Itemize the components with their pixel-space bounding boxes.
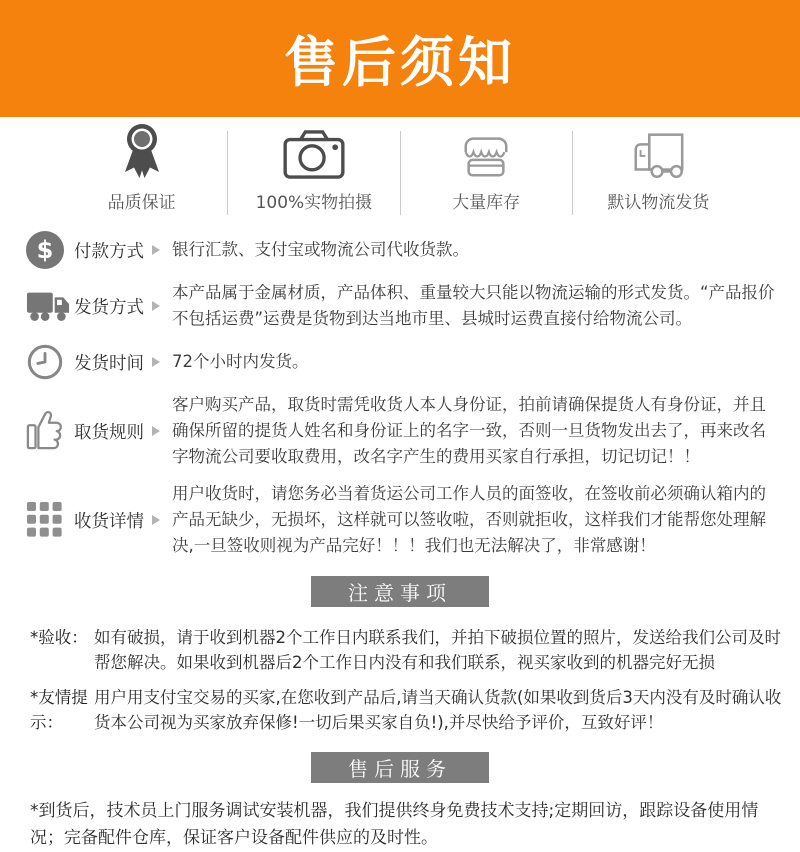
note-text: 用户用支付宝交易的买家,在您收到产品后,请当天确认货款(如果收到货后3天内没有及时确认收货本公司视为买家放弃保修!一切后果买家自负!),并尽快给予评价，互致好评！ — [94, 688, 782, 732]
policy-row-pickup-rules — [26, 392, 780, 470]
feature-shipping — [573, 131, 744, 215]
policy-text: 用户收货时，请您务必当着货运公司工作人员的面签收，在签收前必须确认箱内的产品无缺少，无损坏，这样就可以签收啦，否则就拒收，这样我们才能帮您处理解决,一旦签收则视为产品完好！！！我们也无法解决了，非常感谢！ — [172, 484, 766, 555]
note-label: *友情提示： — [30, 688, 88, 732]
policy-row-receiving-details — [26, 481, 780, 559]
dollar-glyph: $ — [26, 231, 64, 269]
delivery-truck-icon — [628, 131, 688, 179]
policy-row-shipping-time — [26, 343, 780, 381]
policy-row-payment — [26, 231, 780, 269]
feature-quality — [56, 131, 228, 215]
policy-label: 取货规则 — [74, 422, 144, 443]
grid-dots-icon — [26, 501, 74, 539]
feature-real-photos — [228, 131, 400, 215]
page-title: 售后须知 — [284, 31, 516, 94]
medal-icon — [120, 123, 164, 179]
features-row — [0, 117, 800, 215]
truck-solid-icon — [26, 289, 74, 323]
feature-label: 大量库存 — [452, 193, 521, 213]
clock-icon — [26, 343, 74, 381]
note-acceptance — [30, 625, 788, 675]
policy-text: 客户购买产品，取货时需凭收货人本人身份证，拍前请确保提货人有身份证，并且确保所留的提货人姓名和身份证上的名字一致，否则一旦货物发出去了，再来改名字物流公司要收取费用，改名字产生的费用买家自行承担，切记切记！！ — [172, 395, 766, 466]
arrow-right-icon — [152, 245, 160, 255]
policy-row-shipping-method — [26, 280, 780, 332]
notice-banner: 注意事项 — [311, 576, 489, 607]
arrow-right-icon — [152, 301, 160, 311]
arrow-right-icon — [152, 426, 160, 436]
arrow-right-icon — [152, 515, 160, 525]
feature-label: 默认物流发货 — [607, 193, 710, 213]
policy-text: 本产品属于金属材质，产品体积、重量较大只能以物流运输的形式发货。“产品报价不包括运费”运费是货物到达当地市里、县城时运费直接付给物流公司。 — [172, 283, 775, 328]
feature-label: 品质保证 — [107, 193, 176, 213]
feature-stock — [401, 131, 573, 215]
policy-label: 发货方式 — [74, 297, 144, 318]
policy-label: 付款方式 — [74, 241, 144, 262]
thumbs-up-icon — [26, 409, 74, 453]
service-banner: 售后服务 — [311, 752, 489, 783]
arrow-right-icon — [152, 357, 160, 367]
note-label: *验收： — [30, 628, 88, 647]
policy-text: 72个小时内发货。 — [172, 352, 309, 371]
note-text: 如有破损，请于收到机器2个工作日内联系我们，并拍下破损位置的照片，发送给我们公司及时帮您解决。如果收到机器后2个工作日内没有和我们联系，视买家收到的机器完好无损 — [94, 628, 781, 672]
policy-label: 收货详情 — [74, 511, 144, 532]
service-text: *到货后，技术员上门服务调试安装机器，我们提供终身免费技术支持;定期回访，跟踪设备使用情况；完备配件仓库，保证客户设备配件供应的及时性。 — [30, 801, 759, 848]
notes-section — [0, 607, 800, 735]
camera-icon — [283, 129, 345, 179]
storefront-icon — [459, 131, 513, 179]
feature-label: 100%实物拍摄 — [255, 193, 373, 213]
policy-text: 银行汇款、支付宝或物流公司代收货款。 — [172, 240, 469, 259]
policy-list — [0, 215, 800, 559]
header-banner — [0, 0, 800, 117]
dollar-circle-icon — [26, 231, 74, 269]
note-friendly-reminder — [30, 685, 788, 735]
policy-label: 发货时间 — [74, 353, 144, 374]
